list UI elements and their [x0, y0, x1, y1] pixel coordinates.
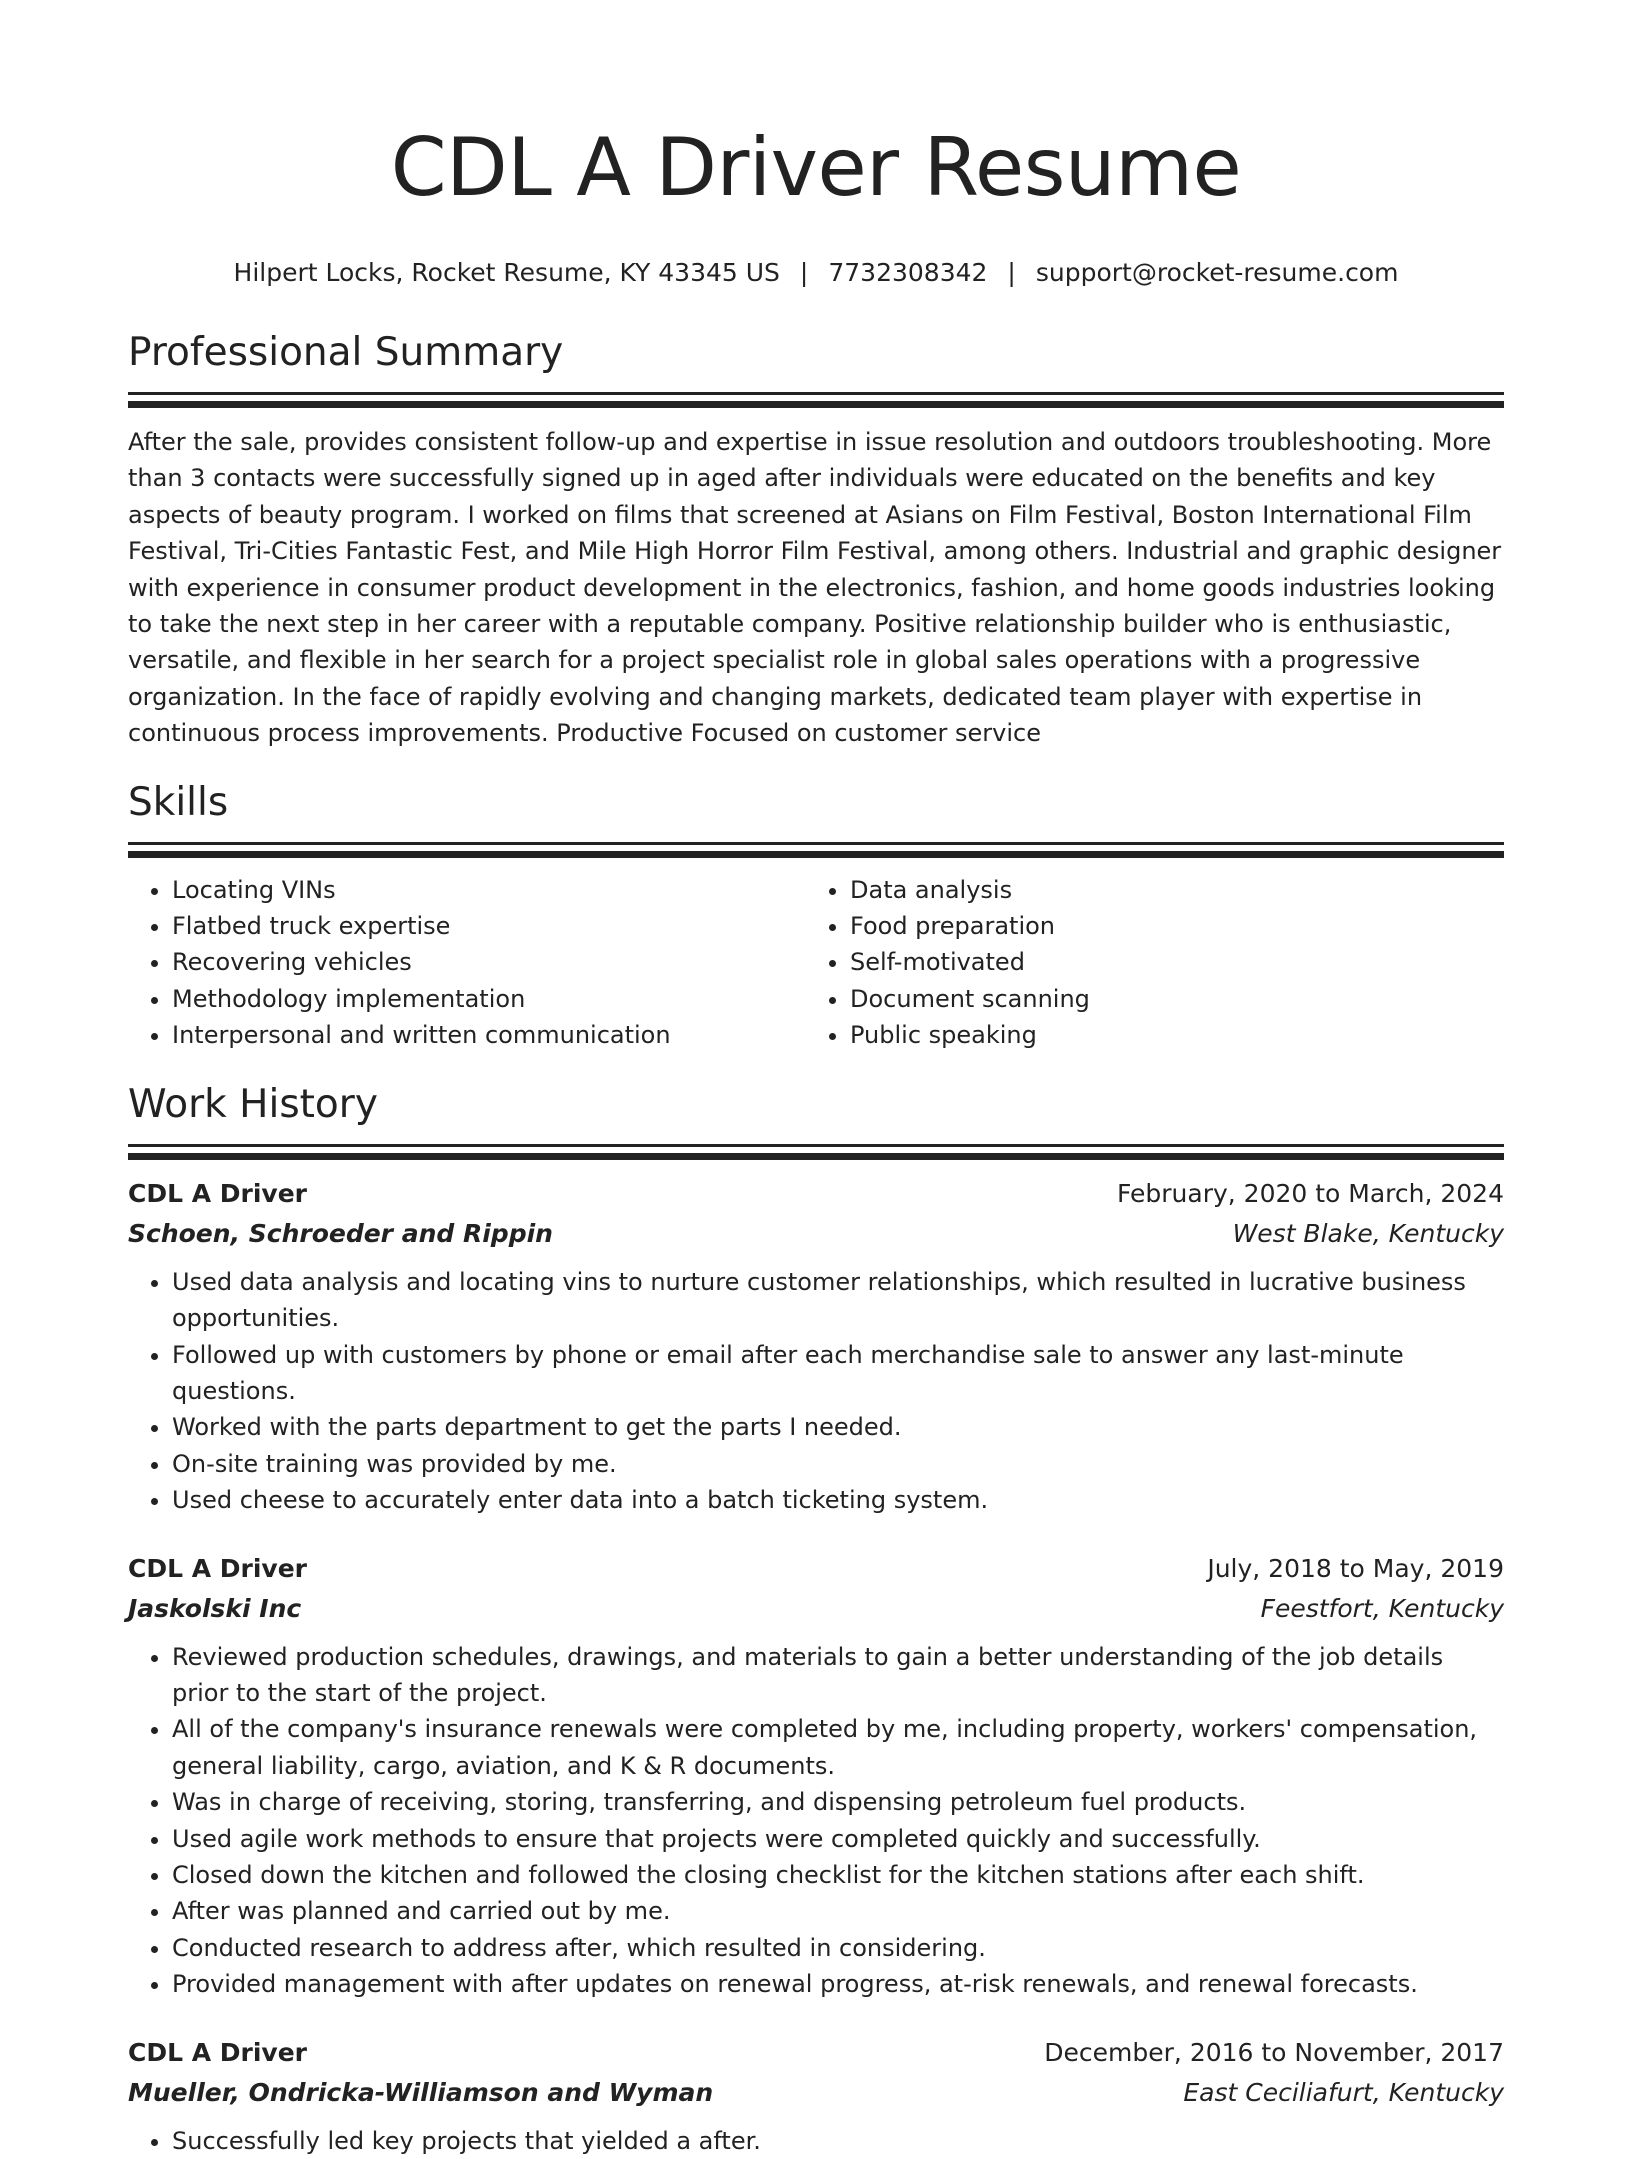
job-bullet: • Reviewed production schedules, drawings, and materials to gain a better understanding of the job details prior to the start of the project. — [172, 1639, 1504, 1712]
skill-item: • Locating VINs — [172, 872, 806, 908]
skill-item: • Self-motivated — [850, 944, 1484, 980]
job-title: CDL A Driver — [128, 1553, 308, 1583]
section-divider-thick — [128, 401, 1504, 408]
contact-phone: 7732308342 — [828, 258, 988, 287]
job-title: CDL A Driver — [128, 1178, 308, 1208]
summary-text: After the sale, provides consistent follow-up and expertise in issue resolution and outdoors troubleshooting. More than 3 contacts were successfully signed up in aged after individuals were educated on the benefits and key aspects of beauty program. I worked on films that screened at Asians on Film Festival, Boston International Film Festival, Tri-Cities Fantastic Fest, and Mile High Horror Film Festival, among others. Industrial and graphic designer with experience in consumer product development in the electronics, fashion, and home goods industries looking to take the next step in her career with a reputable company. Positive relationship builder who is enthusiastic, versatile, and flexible in her search for a project specialist role in global sales operations with a progressive organization. In the face of rapidly evolving and changing markets, dedicated team player with expertise in continuous process improvements. Productive Focused on customer service — [128, 428, 1502, 748]
job-location: East Ceciliafurt, Kentucky — [1183, 2077, 1504, 2107]
skill-item: • Document scanning — [850, 981, 1484, 1017]
job-dates: December, 2016 to November, 2017 — [1044, 2037, 1504, 2067]
skill-item: • Food preparation — [850, 908, 1484, 944]
job-bullet: • After was planned and carried out by me. — [172, 1893, 1504, 1929]
skill-item: • Public speaking — [850, 1017, 1484, 1053]
contact-address: Hilpert Locks, Rocket Resume, KY 43345 US — [233, 258, 780, 287]
job-company-row — [128, 1214, 1504, 1254]
section-divider-thick — [128, 851, 1504, 858]
job-dates: July, 2018 to May, 2019 — [1207, 1553, 1504, 1583]
contact-separator: | — [799, 258, 809, 287]
section-divider — [128, 842, 1504, 845]
job-bullets — [128, 1639, 1504, 2003]
job-title: CDL A Driver — [128, 2037, 308, 2067]
job-bullet: • On-site training was provided by me. — [172, 1446, 1504, 1482]
job-bullets — [128, 1264, 1504, 1519]
section-divider-thick — [128, 1153, 1504, 1160]
skills-list — [128, 872, 1504, 1054]
job-header-row — [128, 1174, 1504, 1214]
job-bullet: • Used cheese to accurately enter data into a batch ticketing system. — [172, 1482, 1504, 1518]
skill-item: • Flatbed truck expertise — [172, 908, 806, 944]
contact-line — [128, 256, 1504, 290]
section-divider — [128, 1144, 1504, 1147]
job-bullet: • Provided management with after updates on renewal progress, at-risk renewals, and renewal forecasts. — [172, 1966, 1504, 2002]
resume-page — [128, 0, 1504, 2159]
job-entry — [128, 2033, 1504, 2159]
work-section-header — [128, 1080, 1504, 1160]
skill-item: • Data analysis — [850, 872, 1484, 908]
job-bullet: • Followed up with customers by phone or email after each merchandise sale to answer any last-minute questions. — [172, 1337, 1504, 1410]
job-header-row — [128, 1549, 1504, 1589]
job-company: Mueller, Ondricka-Williamson and Wyman — [128, 2077, 714, 2107]
section-divider — [128, 392, 1504, 395]
job-location: Feestfort, Kentucky — [1260, 1593, 1504, 1623]
job-bullet: • Successfully led key projects that yielded a after. — [172, 2123, 1504, 2159]
job-bullet: • Closed down the kitchen and followed the closing checklist for the kitchen stations after each shift. — [172, 1857, 1504, 1893]
skills-column-left — [128, 872, 806, 1054]
job-company: Schoen, Schroeder and Rippin — [128, 1218, 553, 1248]
job-bullet: • Used agile work methods to ensure that projects were completed quickly and successfully. — [172, 1821, 1504, 1857]
job-company-row — [128, 1589, 1504, 1629]
job-company: Jaskolski Inc — [128, 1593, 302, 1623]
skills-column-right — [806, 872, 1484, 1054]
skill-item: • Recovering vehicles — [172, 944, 806, 980]
job-dates: February, 2020 to March, 2024 — [1116, 1178, 1504, 1208]
job-bullet: • Was in charge of receiving, storing, transferring, and dispensing petroleum fuel products. — [172, 1784, 1504, 1820]
contact-email: support@rocket-resume.com — [1035, 258, 1399, 287]
skills-section-header — [128, 778, 1504, 858]
summary-section-header — [128, 328, 1504, 408]
job-bullet: • Conducted research to address after, which resulted in considering. — [172, 1930, 1504, 1966]
job-bullet: • Worked with the parts department to get the parts I needed. — [172, 1409, 1504, 1445]
job-location: West Blake, Kentucky — [1232, 1218, 1504, 1248]
skill-item: • Interpersonal and written communication — [172, 1017, 806, 1053]
job-bullet: • Used data analysis and locating vins to nurture customer relationships, which resulted in lucrative business opportunities. — [172, 1264, 1504, 1337]
job-header-row — [128, 2033, 1504, 2073]
skills-heading: Skills — [128, 779, 229, 825]
work-heading: Work History — [128, 1081, 378, 1127]
job-entry — [128, 1174, 1504, 1519]
job-company-row — [128, 2073, 1504, 2113]
job-bullet: • All of the company's insurance renewals were completed by me, including property, workers' compensation, general liability, cargo, aviation, and K & R documents. — [172, 1711, 1504, 1784]
resume-title: CDL A Driver Resume — [390, 121, 1242, 214]
skill-item: • Methodology implementation — [172, 981, 806, 1017]
summary-heading: Professional Summary — [128, 330, 564, 375]
job-entry — [128, 1549, 1504, 2003]
job-bullets — [128, 2123, 1504, 2159]
contact-separator: | — [1007, 258, 1016, 287]
